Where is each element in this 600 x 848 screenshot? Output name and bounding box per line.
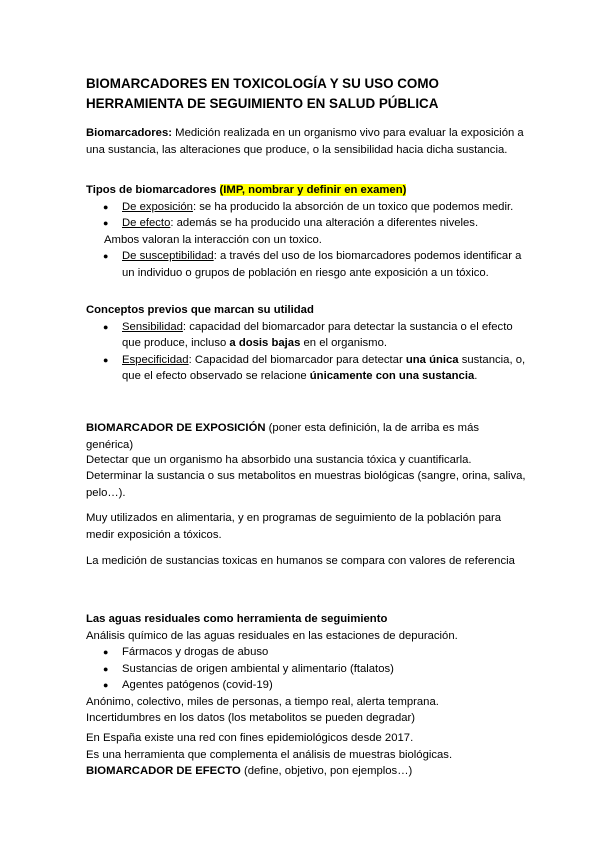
- bullet-icon: ●: [103, 663, 109, 674]
- tipos-heading: Tipos de biomarcadores (IMP, nombrar y definir en examen): [86, 184, 407, 196]
- exposicion-heading: BIOMARCADOR DE EXPOSICIÓN (poner esta definición, la de arriba es más genérica): [86, 422, 480, 451]
- document-title: [86, 74, 526, 114]
- exposicion-p2: Determinar la sustancia o sus metabolitos en muestras biológicas (sangre, orina, saliva, pelo…).: [86, 470, 526, 499]
- aguas-line-4: Es una herramienta que complementa el análisis de muestras biológicas.: [86, 748, 453, 761]
- list-item: ● Sensibilidad: capacidad del biomarcador para detectar la sustancia o el efecto que produce, incluso a dosis bajas en el organismo.: [103, 320, 513, 349]
- aguas-line-2: Incertidumbres en los datos (los metabolitos se pueden degradar): [86, 712, 416, 724]
- exposicion-p1: Detectar que un organismo ha absorbido una sustancia tóxica y cuantificarla.: [86, 454, 472, 466]
- tipos-list: [86, 199, 526, 232]
- conceptos-section: [86, 302, 526, 385]
- bullet-icon: ●: [103, 647, 109, 657]
- bullet-icon: ●: [103, 218, 109, 228]
- tipos-section: [86, 182, 526, 281]
- list-item: ● De efecto: además se ha producido una alteración a diferentes niveles.: [86, 215, 526, 232]
- intro-term: Biomarcadores:: [86, 127, 173, 139]
- title-line-2: HERRAMIENTA DE SEGUIMIENTO EN SALUD PÚBLICA: [86, 96, 439, 111]
- aguas-extra: [86, 730, 526, 780]
- aguas-intro: Análisis químico de las aguas residuales en las estaciones de depuración.: [86, 629, 458, 642]
- exposicion-p4: La medición de sustancias toxicas en humanos se compara con valores de referencia: [86, 555, 515, 567]
- aguas-line-1: Anónimo, colectivo, miles de personas, a tiempo real, alerta temprana.: [86, 695, 439, 708]
- tipos-note: Ambos valoran la interacción con un toxico.: [104, 233, 322, 246]
- aguas-list: [86, 644, 526, 694]
- list-item: ● De susceptibilidad: a través del uso de los biomarcadores podemos identificar a un individuo o grupos de población en riesgo ante exposición a un tóxico.: [103, 250, 522, 279]
- list-item: ● Agentes patógenos (covid-19): [86, 677, 526, 694]
- bullet-icon: ●: [103, 321, 109, 332]
- aguas-section: [86, 611, 526, 727]
- tipos-highlight: (IMP, nombrar y definir en examen): [219, 184, 407, 196]
- list-item: ● Sustancias de origen ambiental y alimentario (ftalatos): [86, 661, 526, 678]
- list-item: ● Fármacos y drogas de abuso: [86, 644, 526, 661]
- list-item: ● Especificidad: Capacidad del biomarcador para detectar una única sustancia, o, que el efecto observado se relacione únicamente con una sustancia.: [103, 353, 526, 382]
- conceptos-list: [86, 319, 526, 385]
- intro-paragraph: [86, 125, 526, 158]
- title-line-1: BIOMARCADORES EN TOXICOLOGÍA Y SU USO COMO: [86, 76, 439, 91]
- list-item: ● De exposición: se ha producido la absorción de un toxico que podemos medir.: [86, 199, 526, 216]
- intro-definition: Medición realizada en un organismo vivo para evaluar la exposición a una sustancia, las alteraciones que produce, o la sensibilidad hacia dicha sustancia.: [86, 127, 524, 156]
- exposicion-p3: Muy utilizados en alimentaria, y en programas de seguimiento de la población para medir exposición a tóxicos.: [86, 512, 502, 541]
- tipos-list-2: [86, 248, 526, 281]
- conceptos-heading: Conceptos previos que marcan su utilidad: [86, 304, 314, 316]
- aguas-line-3: En España existe una red con fines epidemiológicos desde 2017.: [86, 732, 414, 744]
- bullet-icon: ●: [103, 201, 109, 212]
- bullet-icon: ●: [103, 354, 109, 365]
- aguas-heading: Las aguas residuales como herramienta de seguimiento: [86, 613, 388, 625]
- efecto-heading: BIOMARCADOR DE EFECTO (define, objetivo, pon ejemplos…): [86, 765, 413, 777]
- bullet-icon: ●: [103, 680, 109, 690]
- bullet-icon: ●: [103, 251, 109, 261]
